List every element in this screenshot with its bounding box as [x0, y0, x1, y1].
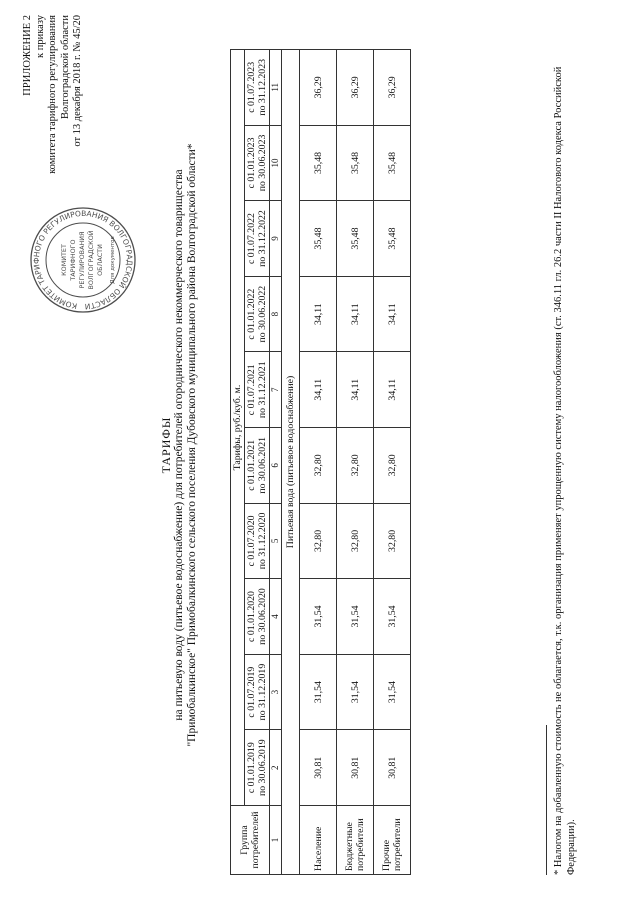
tariff-value-cell: 31,54: [374, 579, 411, 655]
period-cell: с 01.07.2020 по 31.12.2020: [245, 503, 270, 579]
period-cell: с 01.01.2019 по 30.06.2019: [245, 730, 270, 806]
tariff-value-cell: 32,80: [300, 428, 337, 504]
tariff-value-cell: 35,48: [374, 125, 411, 201]
stamp-center-line: ОБЛАСТИ: [96, 244, 104, 276]
tariff-value-cell: 31,54: [374, 654, 411, 730]
column-number-cell: 2: [270, 730, 282, 806]
appendix-line: от 13 декабря 2018 г. № 45/20: [72, 15, 83, 147]
document-title: ТАРИФЫ: [159, 416, 173, 474]
section-title-cell: Питьевая вода (питьевое водоснабжение): [282, 50, 300, 875]
tariff-value-cell: 30,81: [374, 730, 411, 806]
table-row: [337, 50, 374, 875]
stamp-center-line: ТАРИФНОГО: [69, 239, 77, 281]
document-title-block: [160, 65, 199, 825]
stamp-center-line: КОМИТЕТ: [60, 244, 68, 276]
period-cell: с 01.07.2021 по 31.12.2021: [245, 352, 270, 428]
appendix-line: к приказу: [34, 15, 46, 58]
tariff-value-cell: 31,54: [300, 654, 337, 730]
tariff-value-cell: 34,11: [337, 276, 374, 352]
group-name-cell: Прочие потребители: [374, 806, 411, 875]
column-number-row: [270, 50, 282, 875]
tariff-value-cell: 35,48: [337, 125, 374, 201]
column-number-cell: 1: [270, 806, 282, 875]
tariff-value-cell: 35,48: [337, 201, 374, 277]
stamp-center-line: РЕГУЛИРОВАНИЯ: [78, 231, 86, 289]
period-cell: с 01.07.2022 по 31.12.2022: [245, 201, 270, 277]
tariff-value-cell: 36,29: [300, 50, 337, 126]
group-header-cell: Группа потребителей: [231, 806, 270, 875]
tariff-value-cell: 32,80: [337, 428, 374, 504]
column-number-cell: 9: [270, 201, 282, 277]
period-cell: с 01.07.2019 по 31.12.2019: [245, 654, 270, 730]
column-number-cell: 7: [270, 352, 282, 428]
tariff-value-cell: 31,54: [300, 579, 337, 655]
tariff-value-cell: 31,54: [337, 579, 374, 655]
stamp-outer-text: КОМИТЕТ ТАРИФНОГО РЕГУЛИРОВАНИЯ ВОЛГОГРАДСКОЙ ОБЛАСТИ: [31, 208, 135, 312]
tariff-value-cell: 32,80: [337, 503, 374, 579]
tariff-value-cell: 36,29: [374, 50, 411, 126]
column-number-cell: 8: [270, 276, 282, 352]
column-number-cell: 3: [270, 654, 282, 730]
column-number-cell: 10: [270, 125, 282, 201]
stamp-bottom-text: Для документов: [110, 236, 116, 284]
tariff-value-cell: 35,48: [300, 201, 337, 277]
period-cell: с 01.01.2021 по 30.06.2021: [245, 428, 270, 504]
tariff-value-cell: 30,81: [337, 730, 374, 806]
official-seal-stamp: [28, 205, 138, 315]
column-number-cell: 4: [270, 579, 282, 655]
tariff-value-cell: 35,48: [374, 201, 411, 277]
table-row: [300, 50, 337, 875]
footnote-divider: [546, 725, 547, 875]
stamp-center-line: ВОЛГОГРАДСКОЙ: [87, 230, 95, 290]
tariff-value-cell: 32,80: [374, 428, 411, 504]
period-cell: с 01.01.2023 по 30.06.2023: [245, 125, 270, 201]
tariff-value-cell: 36,29: [337, 50, 374, 126]
tariff-value-cell: 35,48: [300, 125, 337, 201]
tariff-value-cell: 30,81: [300, 730, 337, 806]
table-row: [374, 50, 411, 875]
table-header-row: [231, 50, 245, 875]
tariff-value-cell: 32,80: [300, 503, 337, 579]
appendix-title: ПРИЛОЖЕНИЕ 2: [22, 15, 33, 96]
tariff-value-cell: 34,11: [300, 352, 337, 428]
tariff-value-cell: 34,11: [374, 352, 411, 428]
column-number-cell: 6: [270, 428, 282, 504]
period-cell: с 01.01.2020 по 30.06.2020: [245, 579, 270, 655]
tariffs-table: [230, 49, 411, 875]
tariff-value-cell: 34,11: [374, 276, 411, 352]
appendix-line: комитета тарифного регулирования: [47, 15, 58, 174]
group-name-cell: Бюджетные потребители: [337, 806, 374, 875]
document-subtitle-line: на питьевую воду (питьевое водоснабжение) для потребителей огороднического некоммерческого товарищества: [173, 169, 185, 721]
tariff-value-cell: 34,11: [337, 352, 374, 428]
period-cell: с 01.01.2022 по 30.06.2022: [245, 276, 270, 352]
tariff-header-cell: Тарифы, руб./куб. м.: [231, 50, 245, 806]
tariff-value-cell: 32,80: [374, 503, 411, 579]
tariff-value-cell: 34,11: [300, 276, 337, 352]
footnote: * Налогом на добавленную стоимость не облагается, т.к. организация применяет упрощенную систему налогообложения (ст. 346.11 гл. 26.2 части II Налогового кодекса Российской Федерации).: [553, 66, 577, 875]
appendix-line: Волгоградской области: [59, 15, 71, 120]
tariff-value-cell: 31,54: [337, 654, 374, 730]
column-number-cell: 11: [270, 50, 282, 126]
group-name-cell: Население: [300, 806, 337, 875]
document-subtitle-line: "Примобалкинское" Примобалкинского сельского поселения Дубовского муниципального района Волгоградской области*: [186, 143, 198, 747]
period-cell: с 01.07.2023 по 31.12.2023: [245, 50, 270, 126]
section-title-row: [282, 50, 300, 875]
column-number-cell: 5: [270, 503, 282, 579]
period-header-row: [245, 50, 270, 875]
